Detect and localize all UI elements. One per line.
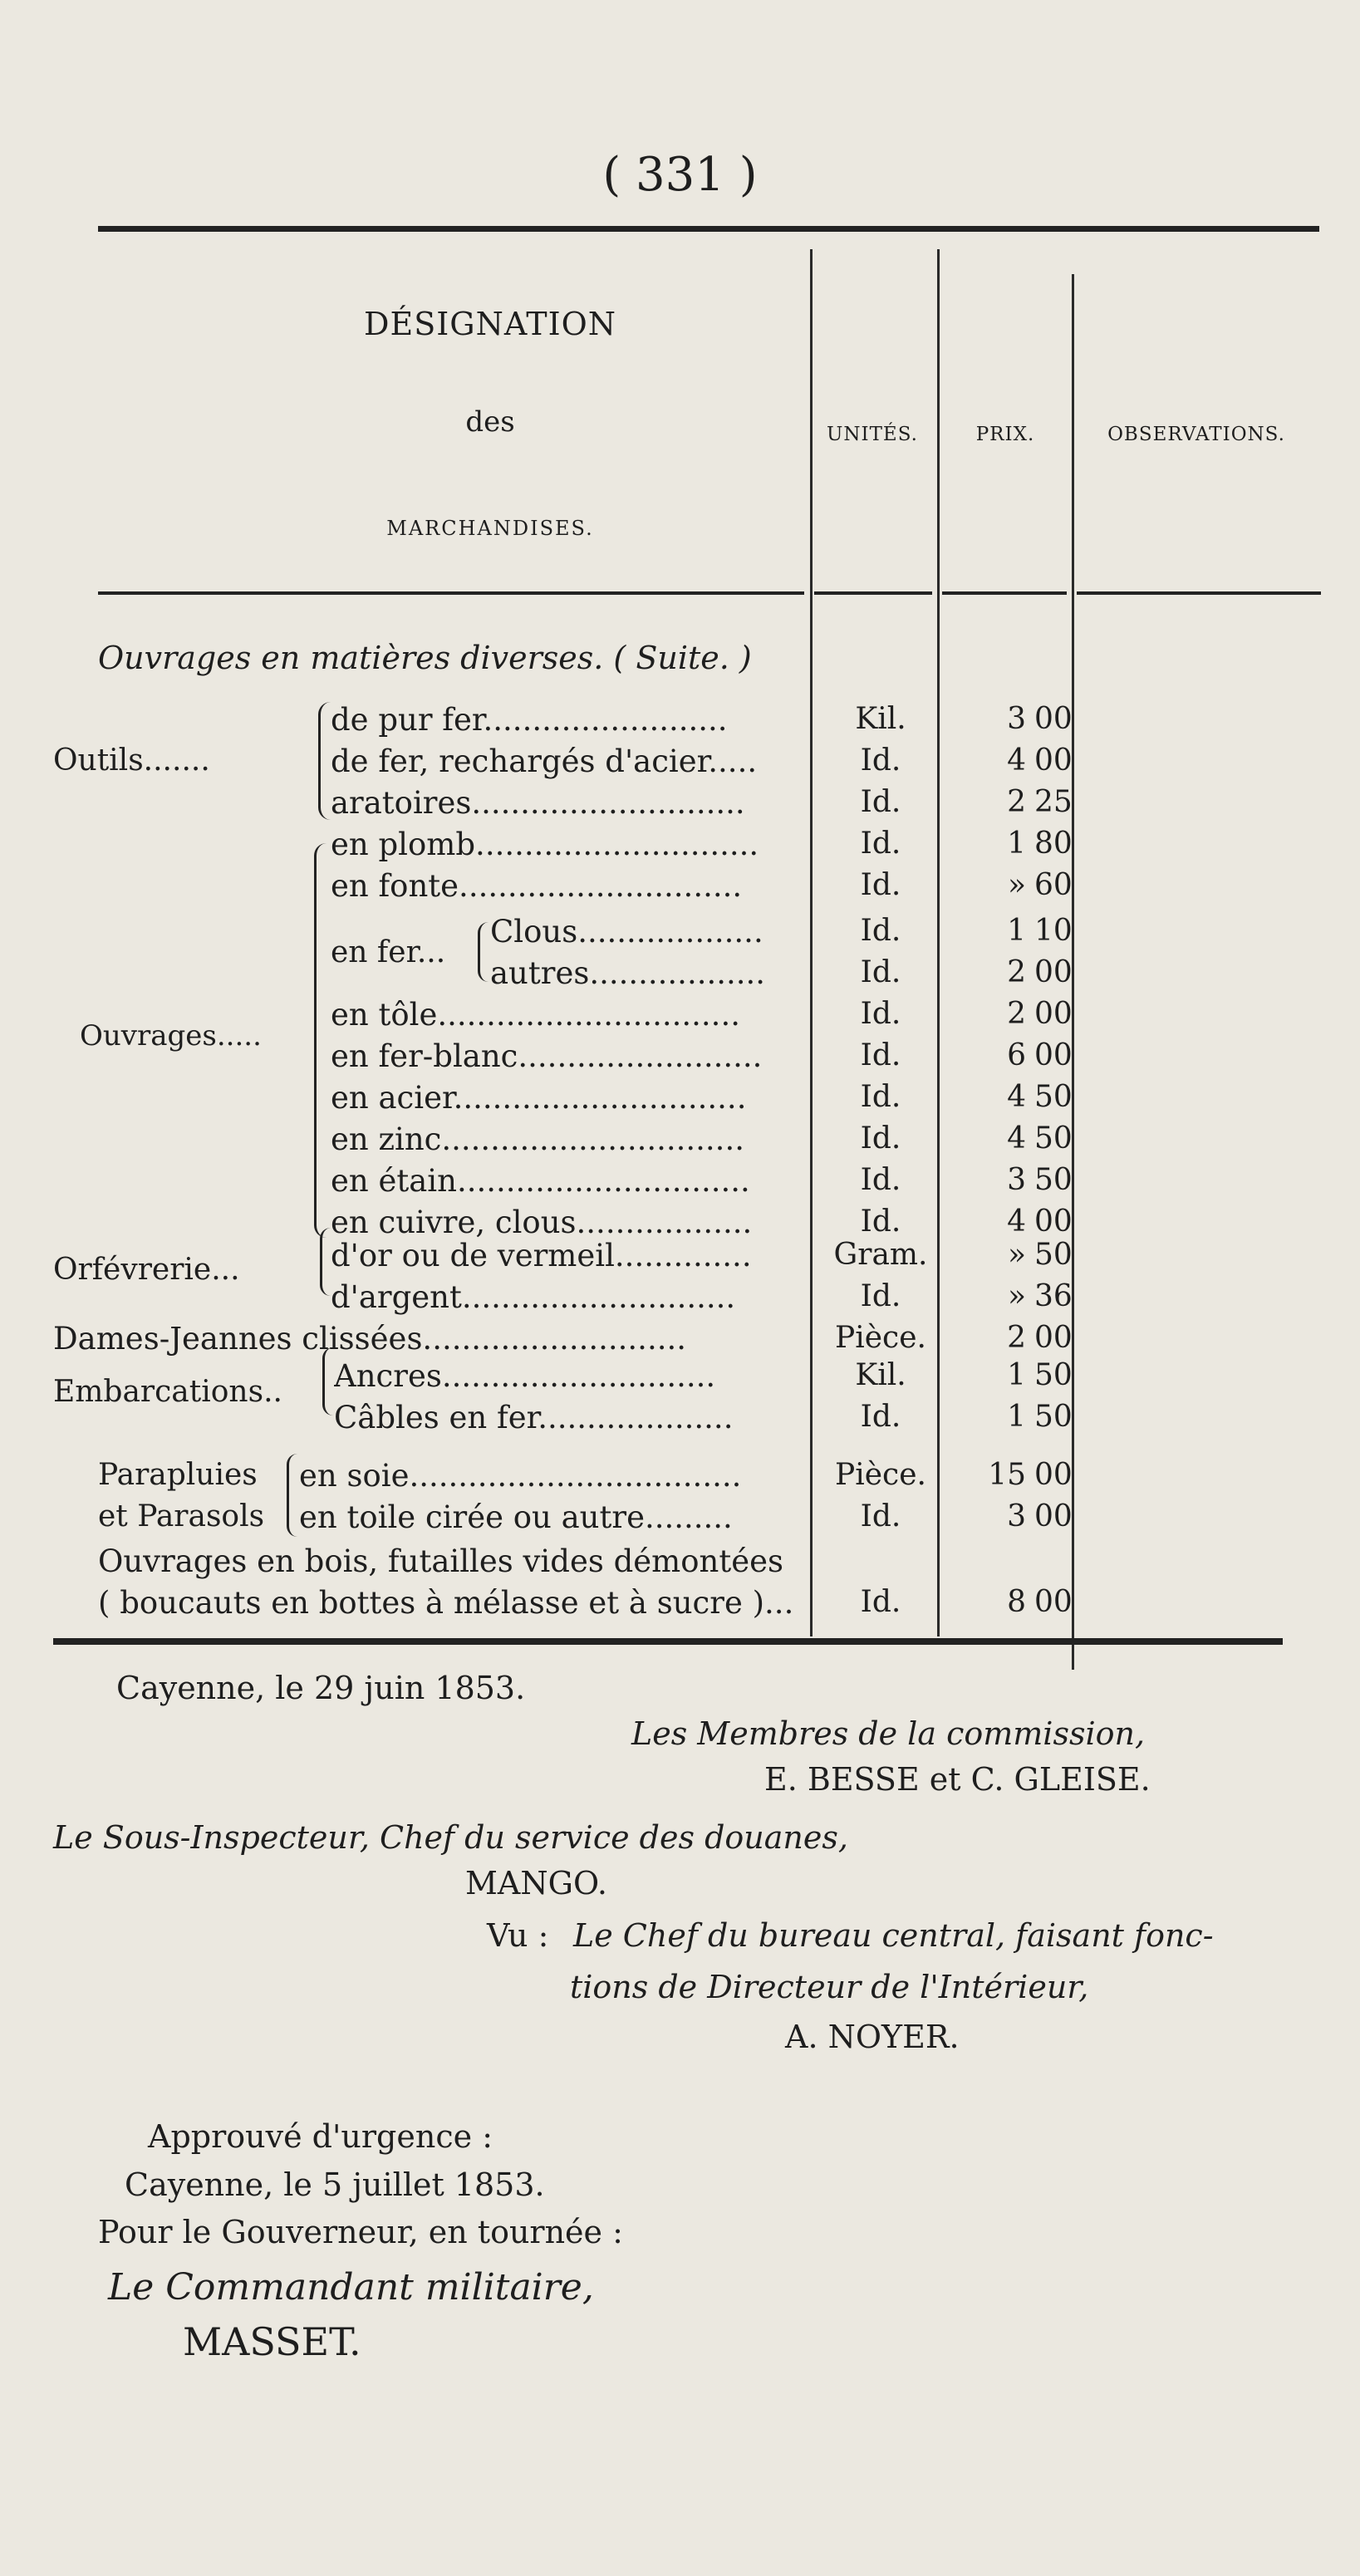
row-prix-dec: 00 — [1034, 1458, 1073, 1492]
row-prix-dec: 60 — [1034, 868, 1073, 902]
row-prix-dec: 36 — [1034, 1279, 1073, 1313]
row-unit: Id. — [860, 785, 901, 819]
brace-parapluies — [287, 1454, 297, 1537]
group-ouvrages: Ouvrages..... — [80, 1019, 262, 1052]
row-unit: Id. — [860, 1080, 901, 1114]
brace-embarcations — [322, 1347, 333, 1416]
row-prix-int: 4 — [1007, 1080, 1026, 1114]
column-divider-2 — [937, 249, 940, 1636]
row-unit: Id. — [860, 1205, 901, 1239]
row-item: Ancres............................ — [334, 1358, 716, 1394]
row-unit: Id. — [860, 1585, 901, 1619]
row-item: en acier.............................. — [331, 1080, 747, 1116]
row-prix-dec: 00 — [1034, 1499, 1073, 1533]
row-unit: Id. — [860, 868, 901, 902]
row-unit: Pièce. — [835, 1458, 926, 1492]
brace-orfevrerie — [320, 1228, 331, 1296]
row-item: en toile cirée ou autre......... — [299, 1499, 733, 1535]
row-item: Dames-Jeannes clissées........................... — [53, 1321, 686, 1357]
row-prix-dec: 00 — [1034, 1205, 1073, 1239]
row-unit: Gram. — [833, 1238, 928, 1272]
row-prix-int: 3 — [1007, 1163, 1026, 1197]
row-unit: Id. — [860, 827, 901, 861]
row-item: en zinc............................... — [331, 1121, 744, 1157]
group-parapluies: Parapluies — [98, 1458, 258, 1492]
header-unites: UNITÉS. — [827, 424, 918, 445]
footer-membres-names: E. BESSE et C. GLEISE. — [764, 1761, 1151, 1798]
row-prix-int: 3 — [1007, 702, 1026, 736]
footer-sous-inspecteur: Le Sous-Inspecteur, Chef du service des douanes, — [53, 1819, 848, 1856]
row-unit: Id. — [860, 1279, 901, 1313]
footer-mango: MANGO. — [465, 1865, 607, 1901]
brace-outils — [318, 702, 331, 820]
row-prix-int: 1 — [1007, 1358, 1026, 1392]
row-prix-int: 1 — [1007, 827, 1026, 861]
group-embarcations: Embarcations.. — [53, 1375, 282, 1409]
row-prix-dec: 50 — [1034, 1121, 1073, 1156]
row-prix-int: 4 — [1007, 1205, 1026, 1239]
row-prix-int: 1 — [1007, 1400, 1026, 1434]
section-title: Ouvrages en matières diverses. ( Suite. ) — [98, 640, 752, 676]
header-prix: PRIX. — [975, 424, 1035, 445]
row-prix-int: » — [1007, 1279, 1026, 1313]
row-prix-dec: 50 — [1034, 1358, 1073, 1392]
row-unit: Pièce. — [835, 1321, 926, 1355]
row-item: de fer, rechargés d'acier..... — [331, 743, 758, 779]
group-en-fer: en fer... — [331, 935, 446, 969]
row-prix-dec: 80 — [1034, 827, 1073, 861]
brace-en-fer — [478, 922, 489, 982]
row-item: en tôle............................... — [331, 997, 740, 1033]
row-item: en cuivre, clous.................. — [331, 1205, 753, 1240]
header-rule-observations — [1077, 591, 1321, 595]
row-item: en plomb............................. — [331, 827, 759, 862]
row-item: d'argent............................ — [331, 1279, 736, 1315]
row-prix-dec: 25 — [1034, 785, 1073, 819]
row-prix-dec: 50 — [1034, 1238, 1073, 1272]
row-prix-dec: 50 — [1034, 1080, 1073, 1114]
row-prix-int: 1 — [1007, 914, 1026, 948]
row-unit: Id. — [860, 955, 901, 989]
row-unit: Id. — [860, 743, 901, 778]
row-item: aratoires............................ — [331, 785, 745, 821]
row-item: ( boucauts en bottes à mélasse et à sucre )... — [98, 1585, 794, 1621]
header-rule-unites — [814, 591, 932, 595]
row-prix-dec: 00 — [1034, 1321, 1073, 1355]
row-prix-int: 3 — [1007, 1499, 1026, 1533]
footer-date: Cayenne, le 29 juin 1853. — [116, 1670, 526, 1706]
row-unit: Id. — [860, 1121, 901, 1156]
bottom-rule — [53, 1638, 1283, 1645]
row-unit: Id. — [860, 1038, 901, 1072]
row-prix-dec: 00 — [1034, 955, 1073, 989]
row-prix-dec: 00 — [1034, 1585, 1073, 1619]
footer-commandant: Le Commandant militaire, — [108, 2266, 594, 2309]
row-prix-int: 8 — [1007, 1585, 1026, 1619]
row-prix-int: » — [1007, 1238, 1026, 1272]
row-prix-dec: 00 — [1034, 997, 1073, 1031]
footer-masset: MASSET. — [183, 2319, 361, 2364]
row-prix-dec: 00 — [1034, 702, 1073, 736]
footer-membres: Les Membres de la commission, — [631, 1715, 1146, 1752]
row-prix-int: 2 — [1007, 997, 1026, 1031]
header-designation: DÉSIGNATION — [364, 306, 616, 342]
row-item: d'or ou de vermeil.............. — [331, 1238, 752, 1273]
row-unit: Id. — [860, 1400, 901, 1434]
row-prix-dec: 00 — [1034, 743, 1073, 778]
row-unit: Kil. — [855, 702, 906, 736]
page-number: ( 331 ) — [602, 148, 758, 202]
row-item: de pur fer......................... — [331, 702, 728, 738]
footer-approuve: Approuvé d'urgence : — [148, 2118, 493, 2155]
row-item: en fonte............................. — [331, 868, 743, 904]
group-parasols: et Parasols — [98, 1499, 265, 1533]
footer-vu-prefix: Vu : — [487, 1917, 549, 1954]
column-divider-1 — [810, 249, 813, 1636]
group-orfevrerie: Orfévrerie... — [53, 1253, 240, 1287]
row-item: Ouvrages en bois, futailles vides démontées — [98, 1543, 784, 1579]
row-item: autres.................. — [490, 955, 766, 991]
row-item: Câbles en fer.................... — [334, 1400, 734, 1435]
row-unit: Id. — [860, 997, 901, 1031]
row-prix-int: » — [1007, 868, 1026, 902]
brace-ouvrages — [314, 843, 326, 1238]
header-marchandises: MARCHANDISES. — [386, 517, 594, 540]
row-unit: Id. — [860, 1163, 901, 1197]
row-prix-int: 2 — [1007, 955, 1026, 989]
footer-noyer: A. NOYER. — [785, 2019, 960, 2055]
footer-vu-text: Le Chef du bureau central, faisant fonc- — [573, 1917, 1214, 1954]
row-prix-int: 4 — [1007, 1121, 1026, 1156]
footer-pour: Pour le Gouverneur, en tournée : — [98, 2214, 623, 2250]
row-prix-int: 15 — [988, 1458, 1026, 1492]
row-prix-dec: 00 — [1034, 1038, 1073, 1072]
row-item: en étain.............................. — [331, 1163, 750, 1199]
footer-vu-text2: tions de Directeur de l'Intérieur, — [570, 1969, 1089, 2005]
row-prix-int: 2 — [1007, 1321, 1026, 1355]
row-prix-int: 6 — [1007, 1038, 1026, 1072]
header-des: des — [465, 405, 515, 439]
top-rule — [98, 226, 1319, 232]
header-rule-designation — [98, 591, 804, 595]
row-item: en fer-blanc......................... — [331, 1038, 763, 1074]
row-prix-dec: 50 — [1034, 1163, 1073, 1197]
group-outils: Outils....... — [53, 743, 210, 778]
row-prix-int: 4 — [1007, 743, 1026, 778]
row-item: en soie.................................. — [299, 1458, 742, 1494]
header-rule-prix — [942, 591, 1067, 595]
row-prix-dec: 50 — [1034, 1400, 1073, 1434]
row-item: Clous................... — [490, 914, 763, 949]
row-prix-int: 2 — [1007, 785, 1026, 819]
footer-approuve-date: Cayenne, le 5 juillet 1853. — [125, 2166, 545, 2203]
header-observations: OBSERVATIONS. — [1107, 424, 1285, 445]
row-unit: Id. — [860, 1499, 901, 1533]
row-prix-dec: 10 — [1034, 914, 1073, 948]
row-unit: Id. — [860, 914, 901, 948]
row-unit: Kil. — [855, 1358, 906, 1392]
